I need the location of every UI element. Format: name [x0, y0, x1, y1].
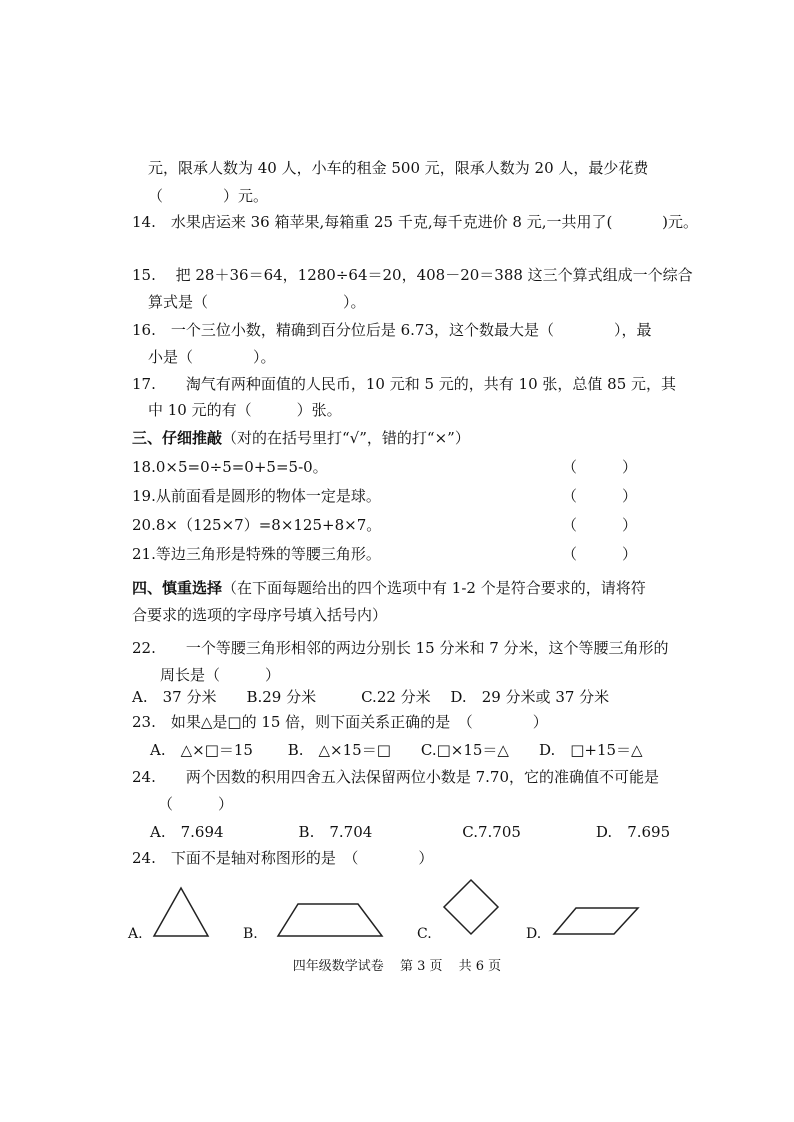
q16-line1: 16. 一个三位小数，精确到百分位后是 6.73，这个数最大是（ ），最 [132, 321, 652, 339]
q20: 20.8×（125×7）=8×125+8×7。 [132, 516, 382, 534]
q13-line1: 元，限承人数为 40 人，小车的租金 500 元，限承人数为 20 人，最少花费 [148, 159, 649, 177]
section4-heading [132, 578, 646, 598]
q19: 19.从前面看是圆形的物体一定是球。 [132, 487, 381, 505]
q24-line1: 24. 两个因数的积用四舍五入法保留两位小数是 7.70，它的准确值不可能是 [132, 768, 660, 786]
q22-line2: 周长是（ ） [160, 666, 281, 684]
q24-line2: （ ） [158, 795, 234, 813]
footer-title: 四年级数学试卷 [292, 959, 384, 974]
q17-line1: 17. 淘气有两种面值的人民币，10 元和 5 元的，共有 10 张，总值 85 元，其 [132, 375, 677, 393]
section3-note: （对的在括号里打“√”，错的打“×”） [222, 429, 470, 447]
q15-line1: 15. 把 28＋36＝64，1280÷64＝20，408－20＝388 这三个算式组成一个综合 [132, 266, 693, 284]
option-a-label: A. [128, 926, 143, 942]
q20-answer-blank: （ ） [562, 516, 638, 534]
q14: 14. 水果店运来 36 箱苹果,每箱重 25 千克,每千克进价 8 元,一共用了( )元。 [132, 213, 698, 231]
section4-note: （在下面每题给出的四个选项中有 1-2 个是符合要求的，请将符 [222, 579, 646, 597]
q18: 18.0×5=0÷5=0+5=5-0。 [132, 458, 328, 476]
q17-line2: 中 10 元的有（ ）张。 [148, 401, 342, 419]
q24-options: A. 7.694 B. 7.704 C.7.705 D. 7.695 [150, 823, 671, 841]
footer-page: 第 3 页 [399, 959, 443, 974]
rhombus-shape [440, 876, 502, 938]
triangle-shape [150, 884, 212, 940]
footer-total: 共 6 页 [458, 959, 502, 974]
section3-title: 三、仔细推敲 [132, 429, 223, 447]
q16-line2: 小是（ ）。 [148, 348, 276, 366]
shape-options [0, 870, 794, 950]
trapezoid-shape [274, 900, 386, 940]
q15-line2: 算式是（ ）。 [148, 293, 366, 311]
parallelogram-shape [550, 904, 642, 938]
option-c-label: C. [417, 926, 432, 942]
q21-answer-blank: （ ） [562, 545, 638, 563]
page-footer [0, 955, 794, 974]
q25: 24. 下面不是轴对称图形的是 （ ） [132, 849, 434, 867]
option-d-label: D. [526, 926, 542, 942]
section3-heading [132, 428, 470, 448]
q22-options: A. 37 分米 B.29 分米 C.22 分米 D. 29 分米或 37 分米 [132, 688, 610, 706]
option-b-label: B. [243, 926, 258, 942]
q21: 21.等边三角形是特殊的等腰三角形。 [132, 545, 381, 563]
q22-line1: 22. 一个等腰三角形相邻的两边分别长 15 分米和 7 分米，这个等腰三角形的 [132, 639, 669, 657]
q23: 23. 如果△是□的 15 倍，则下面关系正确的是 （ ） [132, 713, 548, 731]
q19-answer-blank: （ ） [562, 487, 638, 505]
section4-title: 四、慎重选择 [132, 579, 223, 597]
q13-line2: （ ）元。 [148, 187, 269, 205]
section4-note-cont: 合要求的选项的字母序号填入括号内） [132, 606, 388, 624]
q18-answer-blank: （ ） [562, 458, 638, 476]
q23-options: A. △×□＝15 B. △×15＝□ C.□×15＝△ D. □+15＝△ [150, 741, 643, 759]
